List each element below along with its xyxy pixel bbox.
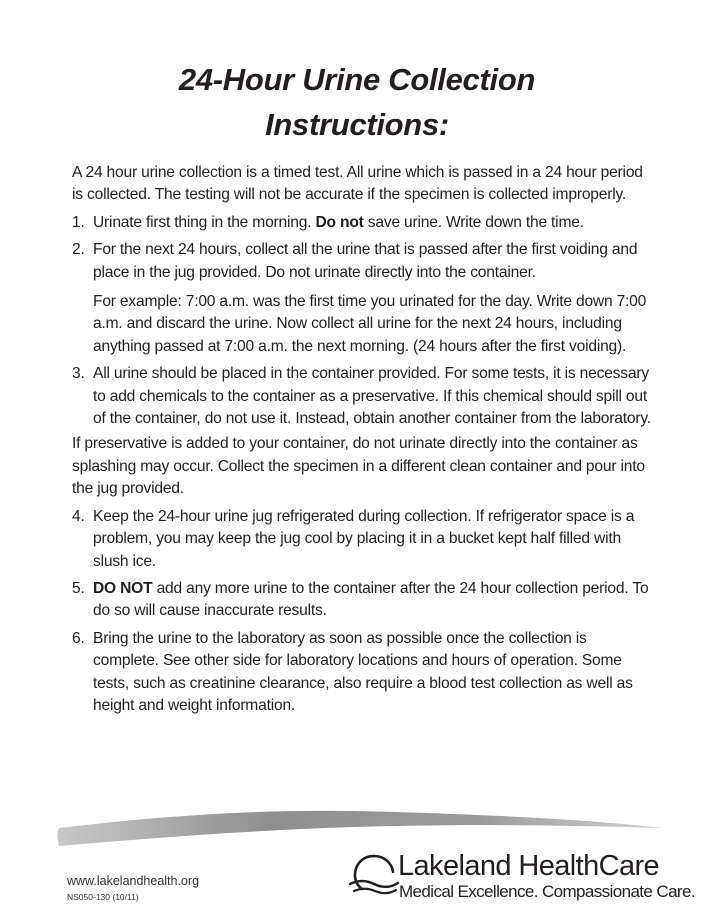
step-number: 1.: [72, 213, 85, 231]
step-example: For example: 7:00 a.m. was the first time you urinated for the day. Write down 7:00 a.m. and discard the urine. Now collect all urine for the next 24 hours, including anything passed at 7:00 a.m. the next morning. (24 hours after the first voiding).: [93, 293, 647, 355]
website-url: www.lakelandhealth.org: [67, 874, 200, 888]
lakeland-logo-icon: [348, 850, 400, 902]
page-title-line-1: 24-Hour Urine Collection: [178, 62, 536, 97]
step-number: 6.: [72, 629, 85, 647]
brand-name: Lakeland HealthCare: [398, 850, 660, 882]
step-text-part: save urine. Write down the time.: [363, 213, 584, 231]
step-text-part: add any more urine to the container after the 24 hour collection period. To do so will cause inaccurate results.: [93, 579, 649, 620]
form-code: NS050-130 (10/11): [67, 892, 139, 902]
intro-paragraph: A 24 hour urine collection is a timed test. All urine which is passed in a 24 hour period is collected. The testing will not be accurate if the specimen is collected improperly.: [72, 164, 643, 204]
instructions-body: [72, 162, 652, 722]
step-text-part: For the next 24 hours, collect all the urine that is passed after the first voiding and place in the jug provided. Do not urinate directly into the container.: [93, 241, 638, 281]
step-text-part: Urinate first thing in the morning.: [93, 213, 316, 231]
step-text: [93, 578, 652, 623]
step-emphasis: DO NOT: [93, 579, 153, 597]
step-1: [72, 212, 652, 234]
step-2: [72, 239, 652, 358]
step-number: 3.: [72, 365, 85, 383]
step-text: Bring the urine to the laboratory as soon as possible once the collection is complete. See other side for laboratory locations and hours of operation. Some tests, such as creatinine clearance, also require a blood test collection as well as height and weight information.: [93, 629, 633, 714]
step-5: [72, 578, 652, 623]
brand-tagline: Medical Excellence. Compassionate Care.: [399, 882, 695, 901]
step-4: [72, 506, 652, 573]
step-emphasis: Do not: [315, 213, 364, 231]
step-3: [72, 363, 652, 430]
step-text: All urine should be placed in the container provided. For some tests, it is necessary to add chemicals to the container as a preservative. If this chemical should spill out of the container, do not use it. Instead, obtain another container from the laboratory.: [93, 365, 651, 428]
step-text: [93, 212, 652, 234]
step-number: 4.: [72, 507, 85, 525]
step-number: 2.: [72, 241, 85, 259]
page-title-line-2: Instructions:: [265, 107, 449, 142]
step-number: 5.: [72, 579, 85, 597]
step-text: Keep the 24-hour urine jug refrigerated during collection. If refrigerator space is a problem, you may keep the jug cool by placing it in a bucket kept half filled with slush ice.: [93, 507, 635, 570]
decorative-swoosh: [55, 806, 667, 852]
preservative-note: If preservative is added to your container, do not urinate directly into the container as splashing may occur. Collect the specimen in a different clean container and pour into the jug provided.: [72, 435, 645, 498]
step-6: [72, 628, 652, 718]
step-text: [93, 239, 652, 358]
